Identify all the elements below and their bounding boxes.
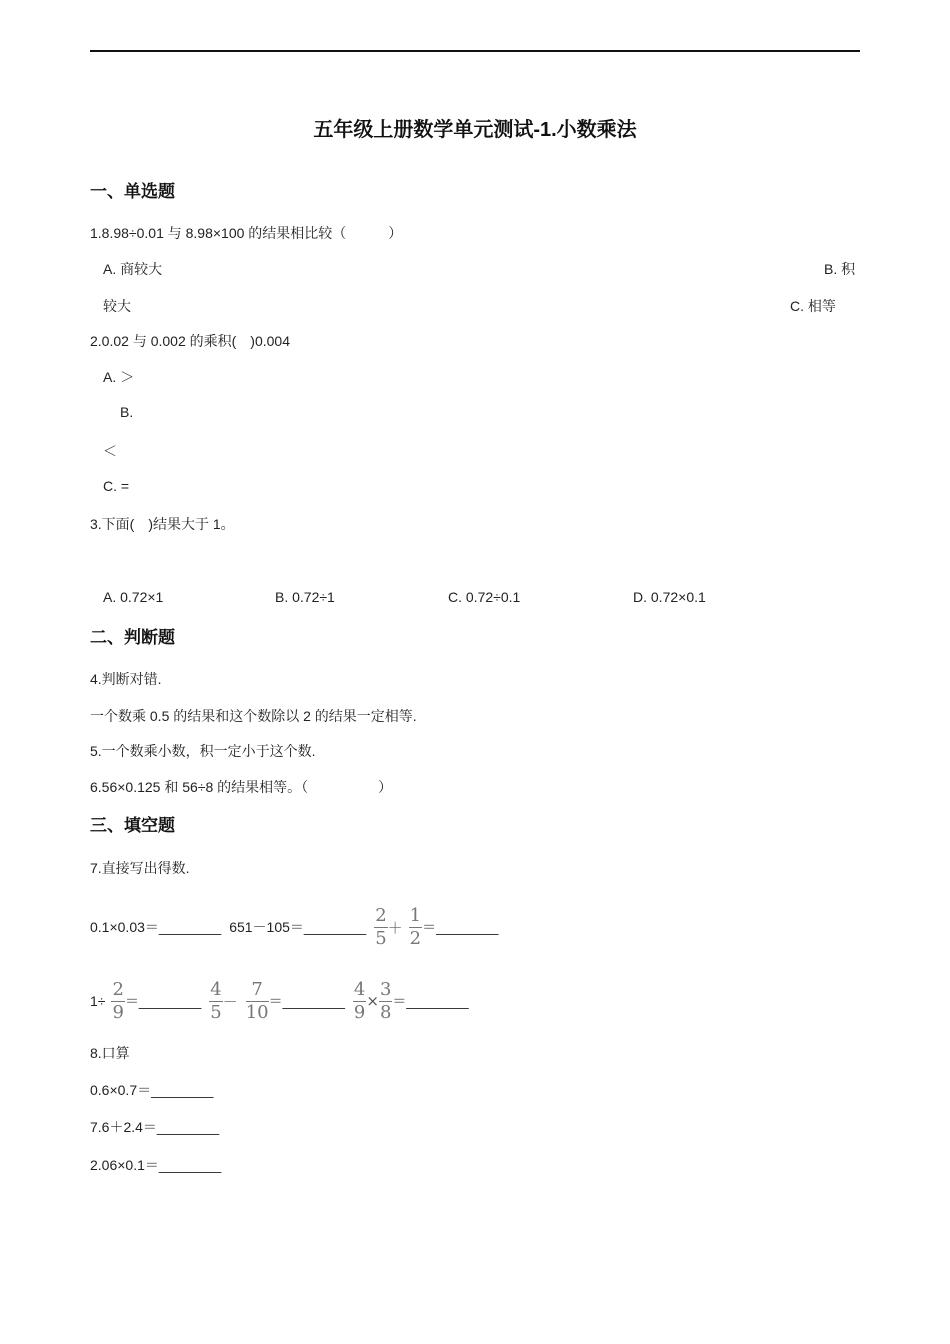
fraction-2-5: $\frac{2}{5}$: [375, 904, 387, 949]
question-2-option-b: B.: [120, 404, 134, 420]
expr-subtraction: 651－105＝________: [229, 919, 367, 935]
fraction-2-9: $\frac{2}{9}$: [112, 978, 124, 1023]
question-8-line-2: 7.6＋2.4＝________: [90, 1119, 220, 1135]
answer-blank-4: ＝________: [392, 993, 469, 1009]
question-3-option-b: B. 0.72÷1: [275, 589, 335, 605]
section-heading-single-choice: 一、单选题: [90, 182, 175, 201]
minus-sign: －: [222, 992, 238, 1011]
question-3-option-c: C. 0.72÷0.1: [448, 589, 521, 605]
plus-sign: ＋: [387, 918, 403, 937]
question-2-option-b-cont: ＜: [103, 443, 117, 459]
question-2-stem: 2.0.02 与 0.002 的乘积( )0.004: [90, 333, 290, 349]
question-1-option-c: C. 相等: [790, 298, 836, 314]
question-1-option-b-cont: 较大: [103, 298, 131, 314]
question-8-line-3: 2.06×0.1＝________: [90, 1157, 222, 1173]
question-4-stem: 4.判断对错.: [90, 671, 162, 687]
question-6-stem: 6.56×0.125 和 56÷8 的结果相等。（ ）: [90, 779, 393, 795]
question-1-stem: 1.8.98÷0.01 与 8.98×100 的结果相比较（ ）: [90, 225, 403, 241]
section-heading-fill-in: 三、填空题: [90, 816, 175, 835]
expr-decimal-multiply: 0.1×0.03＝________: [90, 919, 222, 935]
question-2-option-c: C. =: [103, 478, 130, 494]
question-2-option-a: A. ＞: [103, 369, 135, 385]
question-3-stem: 3.下面( )结果大于 1。: [90, 516, 235, 532]
expr-one-divide: 1÷: [90, 993, 106, 1009]
page-title: 五年级上册数学单元测试-1.小数乘法: [313, 119, 637, 141]
answer-blank-1: ＝________: [422, 919, 499, 935]
question-1-option-b: B. 积: [824, 261, 856, 277]
question-8-line-1: 0.6×0.7＝________: [90, 1082, 214, 1098]
question-3-option-a: A. 0.72×1: [103, 589, 164, 605]
fraction-1-2: $\frac{1}{2}$: [409, 904, 422, 949]
times-sign: ×: [366, 992, 379, 1010]
question-4-statement: 一个数乘 0.5 的结果和这个数除以 2 的结果一定相等.: [90, 708, 417, 724]
question-7-row-2: [90, 974, 469, 1028]
question-3-option-d: D. 0.72×0.1: [633, 589, 706, 605]
fraction-7-10: $\frac{7}{10}$: [245, 978, 269, 1023]
fraction-3-8: $\frac{3}{8}$: [379, 978, 392, 1023]
question-8-stem: 8.口算: [90, 1045, 130, 1061]
question-7-stem: 7.直接写出得数.: [90, 860, 190, 876]
header-rule: [90, 50, 860, 52]
answer-blank-3: ＝________: [268, 993, 345, 1009]
question-5-stem: 5.一个数乘小数，积一定小于这个数.: [90, 743, 316, 759]
question-7-row-1: [90, 900, 498, 954]
fraction-4-9: $\frac{4}{9}$: [353, 978, 366, 1023]
answer-blank-2: ＝________: [124, 993, 202, 1009]
question-1-option-a: A. 商较大: [103, 261, 163, 277]
section-heading-true-false: 二、判断题: [90, 628, 175, 647]
fraction-4-5: $\frac{4}{5}$: [210, 978, 222, 1023]
